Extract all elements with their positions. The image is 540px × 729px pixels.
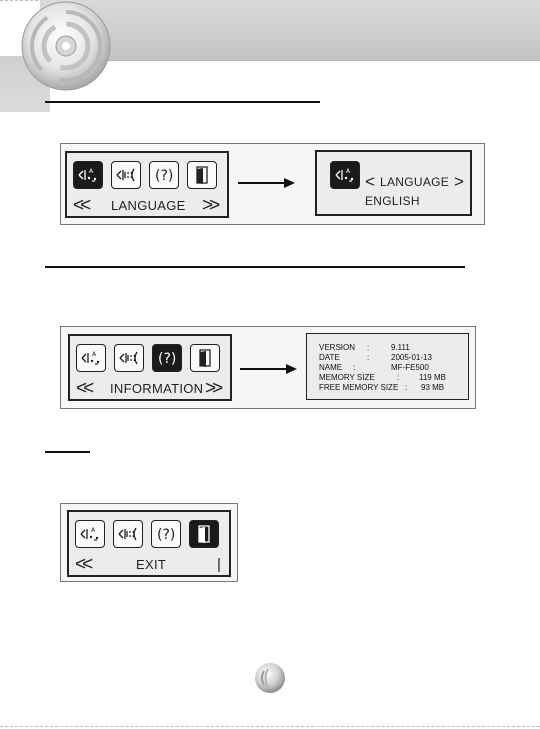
exit-end-mark: |	[217, 556, 222, 573]
info-sep: :	[397, 373, 400, 382]
info-value: 9.111	[391, 343, 410, 352]
information-icon	[152, 164, 176, 186]
prev-chevron-icon[interactable]: <<	[73, 195, 88, 216]
language-title: LANGUAGE	[380, 175, 450, 189]
language-menu-screen	[65, 151, 229, 218]
menu-icon-exit[interactable]	[187, 161, 217, 189]
prev-chevron-icon[interactable]: <<	[75, 554, 90, 575]
info-value: MF-FE500	[391, 363, 429, 372]
menu-icon-information[interactable]	[152, 344, 182, 372]
svg-text:(?): (?)	[157, 527, 176, 543]
menu-label-exit: EXIT	[136, 557, 167, 572]
next-chevron-icon[interactable]: >>	[202, 195, 217, 216]
svg-text:A: A	[89, 168, 94, 175]
exit-heading-rule	[45, 451, 90, 453]
svg-text:A: A	[346, 168, 351, 175]
arrow-right-icon	[238, 176, 296, 190]
info-value: 119 MB	[419, 373, 446, 382]
menu-icon-information[interactable]	[151, 520, 181, 548]
menu-label-language: LANGUAGE	[111, 198, 186, 213]
page-number-disc-icon	[254, 662, 286, 694]
info-sep: :	[405, 383, 408, 392]
menu-icon-exit[interactable]	[189, 520, 219, 548]
crop-line-bottom	[0, 726, 540, 727]
header-band	[40, 0, 540, 60]
exit-door-icon	[192, 523, 216, 545]
svg-text:A: A	[92, 351, 97, 358]
information-icon	[154, 523, 178, 545]
menu-icon-sound[interactable]	[114, 344, 144, 372]
language-icon	[79, 347, 103, 369]
menu-label-information: INFORMATION	[110, 381, 204, 396]
info-label: DATE	[319, 353, 340, 362]
sound-icon	[114, 164, 138, 186]
language-icon	[78, 523, 102, 545]
info-label: MEMORY SIZE	[319, 373, 375, 382]
information-heading-rule	[45, 266, 465, 268]
info-sep: :	[367, 353, 370, 362]
exit-door-icon	[190, 164, 214, 186]
info-label: VERSION	[319, 343, 356, 352]
language-prev-icon[interactable]: <	[365, 172, 375, 191]
info-value: 2005-01-13	[391, 353, 432, 362]
info-label: NAME	[319, 363, 343, 372]
info-sep: :	[353, 363, 356, 372]
menu-icon-language[interactable]	[75, 520, 105, 548]
svg-text:(?): (?)	[158, 351, 177, 367]
sound-icon	[116, 523, 140, 545]
language-icon	[333, 164, 357, 186]
info-label: FREE MEMORY SIZE	[319, 383, 399, 392]
detail-icon-language	[330, 161, 360, 189]
arrow-right-icon	[240, 362, 298, 376]
information-detail-screen	[306, 333, 469, 400]
exit-menu-screen	[67, 510, 231, 577]
info-value: 93 MB	[421, 383, 445, 392]
prev-chevron-icon[interactable]: <<	[76, 378, 91, 399]
exit-door-icon	[193, 347, 217, 369]
next-chevron-icon[interactable]: >>	[205, 378, 220, 399]
menu-icon-exit[interactable]	[190, 344, 220, 372]
svg-text:(?): (?)	[155, 168, 174, 184]
information-icon	[155, 347, 179, 369]
menu-icon-sound[interactable]	[111, 161, 141, 189]
language-value: ENGLISH	[365, 194, 420, 208]
info-sep: :	[367, 343, 370, 352]
information-menu-screen	[68, 334, 232, 401]
language-icon	[76, 164, 100, 186]
menu-icon-language[interactable]	[76, 344, 106, 372]
menu-icon-language[interactable]	[73, 161, 103, 189]
language-heading-rule	[45, 101, 320, 103]
sound-icon	[117, 347, 141, 369]
language-next-icon[interactable]: >	[454, 172, 464, 191]
language-detail-screen	[315, 150, 472, 216]
menu-icon-information[interactable]	[149, 161, 179, 189]
menu-icon-sound[interactable]	[113, 520, 143, 548]
svg-text:A: A	[91, 527, 96, 534]
cd-disc-icon	[18, 0, 114, 96]
header-divider	[40, 60, 540, 61]
